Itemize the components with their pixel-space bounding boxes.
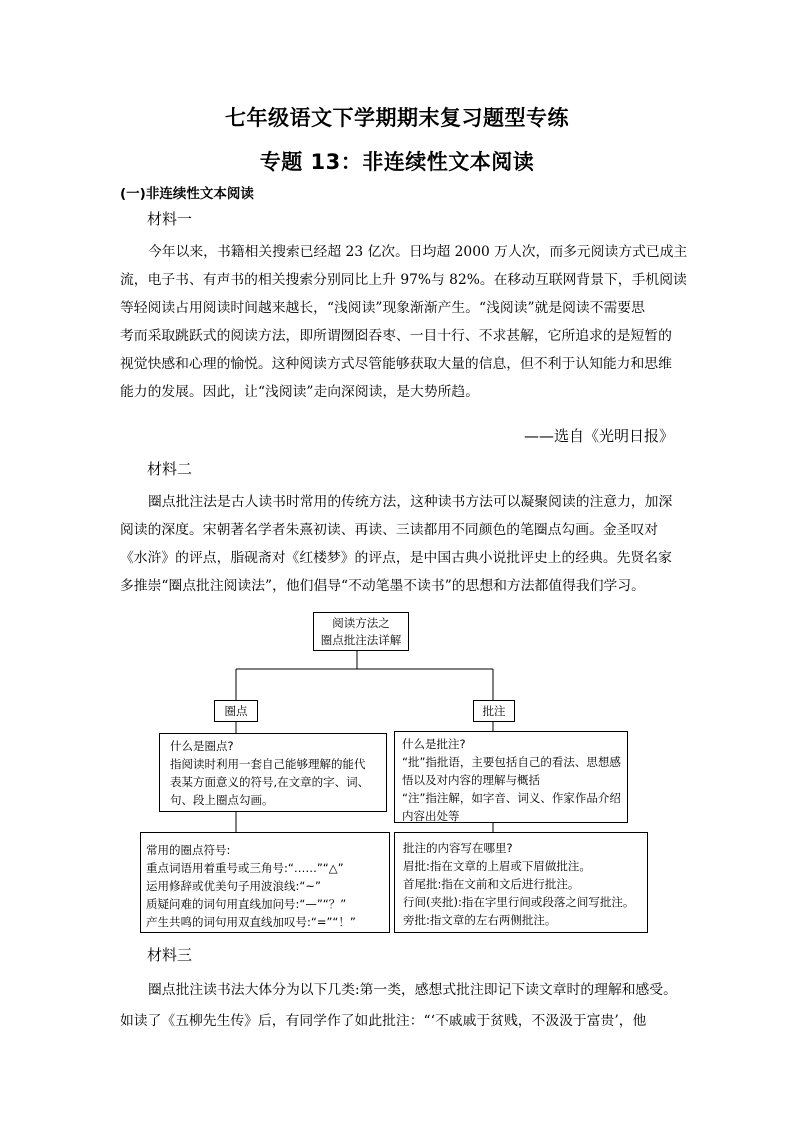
box-line: 首尾批:指在文前和文后进行批注。 [403,877,580,891]
document-title: 七年级语文下学期期末复习题型专练 [225,106,569,130]
box-line: 旁批:指文章的左右两侧批注。 [403,913,557,927]
paragraph-line: 圈点批注法是古人读书时常用的传统方法，这种读书方法可以凝聚阅读的注意力，加深 [148,494,673,510]
paragraph-line: 今年以来，书籍相关搜索已经超 23 亿次。日均超 2000 万人次，而多元阅读方式已成主 [148,244,688,260]
paragraph-line: 《水浒》的评点，脂砚斋对《红楼梦》的评点，是中国古典小说批评史上的经典。先贤名家 [120,550,672,566]
box-line: 常用的圈点符号: [146,843,231,857]
box-line: 表某方面意义的符号,在文章的字、词、 [170,775,370,789]
box-line: 眉批:指在文章的上眉或下眉做批注。 [403,859,591,873]
box-line: 重点词语用着重号或三角号:“……”“△” [146,861,344,875]
material3-label: 材料三 [147,946,193,964]
paragraph-line: 流，电子书、有声书的相关搜索分别同比上升 97%与 82%。在移动互联网背景下，手机阅读 [120,272,687,288]
diagram-box-common-symbols [140,832,390,933]
paragraph-line: 视觉快感和心理的愉悦。这种阅读方式尽管能够获取大量的信息，但不利于认知能力和思维 [120,356,672,372]
box-line: 运用修辞或优美句子用波浪线:“~” [146,879,321,893]
box-line: 批注的内容写在哪里? [403,841,513,855]
box-line: 内容出处等 [402,809,460,823]
box-line: 句、段上圈点勾画。 [170,793,274,807]
diagram-box-where-to-annotate [394,832,648,933]
diagram-root-node [313,612,409,651]
diagram-node-quandian: 圈点 [214,700,258,722]
diagram-box-what-is-pizhu [394,731,628,823]
paragraph-line: 圈点批注读书法大体分为以下几类:第一类，感想式批注即记下读文章时的理解和感受。 [148,982,677,998]
paragraph-line: 如读了《五柳先生传》后，有同学作了如此批注：“‘不戚戚于贫贱，不汲汲于富贵’，他 [120,1013,647,1029]
box-line: 行间(夹批):指在字里行间或段落之间写批注。 [403,895,635,909]
paragraph-line: 多推崇“圈点批注阅读法”，他们倡导“不动笔墨不读书”的思想和方法都值得我们学习。 [120,578,645,594]
material2-label: 材料二 [147,460,193,478]
box-line: 什么是批注? [402,737,466,751]
paragraph-line: 能力的发展。因此，让“浅阅读”走向深阅读，是大势所趋。 [120,384,480,400]
box-line: “注”指注解，如字音、词义、作家作品介绍 [402,791,621,805]
paragraph-line: 阅读的深度。宋朝著名学者朱熹初读、再读、三读都用不同颜色的笔圈点勾画。金圣叹对 [120,522,659,538]
box-line: 质疑问难的词句用直线加问号:“—”“？” [146,897,347,911]
section-heading: (一)非连续性文本阅读 [120,186,254,202]
source-citation: ——选自《光明日报》 [523,427,674,445]
box-line: 产生共鸣的词句用双直线加叹号:“=”“！” [146,915,356,929]
box-line: 悟以及对内容的理解与概括 [402,773,540,787]
box-line: 指阅读时利用一套自己能够理解的能代 [170,757,366,771]
box-line: “批”指批语，主要包括自己的看法、思想感 [402,755,621,769]
paragraph-line: 考而采取跳跃式的阅读方法，即所谓囫囵吞枣、一目十行、不求甚解，它所追求的是短暂的 [120,328,672,344]
node-text: 圈点批注法详解 [320,633,402,647]
diagram-node-pizhu: 批注 [473,700,515,722]
material1-label: 材料一 [147,210,193,228]
document-subtitle: 专题 13：非连续性文本阅读 [259,150,535,174]
box-line: 什么是圈点? [170,739,234,753]
paragraph-line: 等轻阅读占用阅读时间越来越长，“浅阅读”现象渐渐产生。“浅阅读”就是阅读不需要思 [120,300,645,316]
node-text: 阅读方法之 [332,616,390,630]
diagram-box-what-is-quandian [159,733,387,812]
